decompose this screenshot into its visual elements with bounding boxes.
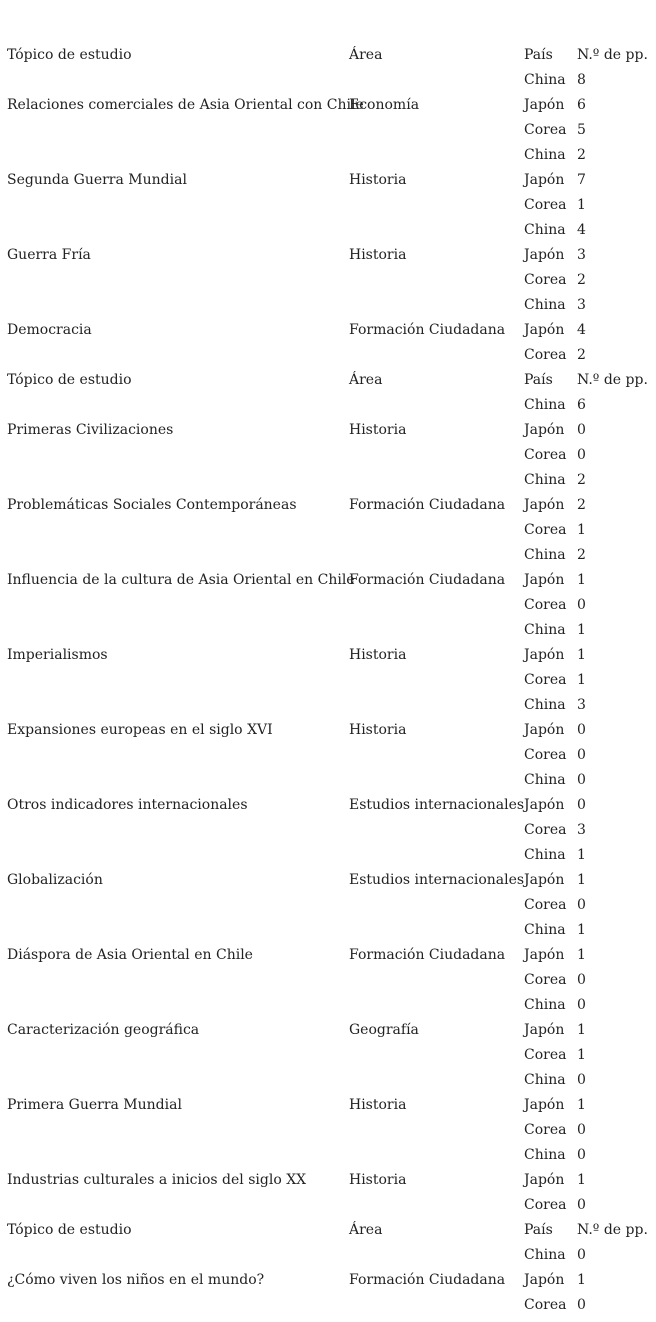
table-row	[0, 143, 656, 168]
pages-cell: 1	[577, 197, 586, 213]
country-cell: Corea	[524, 672, 567, 688]
country-cell: Japón	[524, 1172, 565, 1188]
pages-cell: 2	[577, 547, 586, 563]
topic-cell: Globalización	[7, 872, 103, 888]
table-row	[0, 968, 656, 993]
pages-cell: 4	[577, 322, 586, 338]
table-row	[0, 1268, 656, 1293]
area-cell: Formación Ciudadana	[349, 1272, 506, 1288]
area-cell: Historia	[349, 422, 407, 438]
pages-cell: 4	[577, 222, 586, 238]
country-cell: Japón	[524, 422, 565, 438]
topic-cell: Guerra Fría	[7, 247, 91, 263]
country-cell: China	[524, 997, 566, 1013]
country-cell: Corea	[524, 522, 567, 538]
topic-cell: Segunda Guerra Mundial	[7, 172, 187, 188]
pages-cell: 1	[577, 647, 586, 663]
table-row	[0, 818, 656, 843]
country-cell: Corea	[524, 1122, 567, 1138]
pages-cell: 1	[577, 922, 586, 938]
country-cell: Japón	[524, 797, 565, 813]
area-cell: Historia	[349, 172, 407, 188]
country-cell: China	[524, 922, 566, 938]
pages-cell: 0	[577, 747, 586, 763]
table-row	[0, 443, 656, 468]
pages-cell: 0	[577, 1122, 586, 1138]
area-cell: Historia	[349, 647, 407, 663]
header-country: País	[524, 372, 553, 388]
table-row	[0, 593, 656, 618]
country-cell: Corea	[524, 1047, 567, 1063]
header-topic: Tópico de estudio	[7, 1222, 132, 1238]
country-cell: China	[524, 622, 566, 638]
table-row	[0, 718, 656, 743]
country-cell: Japón	[524, 497, 565, 513]
pages-cell: 5	[577, 122, 586, 138]
table-row	[0, 218, 656, 243]
pages-cell: 2	[577, 272, 586, 288]
table-row	[0, 843, 656, 868]
table-row	[0, 918, 656, 943]
country-cell: Corea	[524, 822, 567, 838]
country-cell: Japón	[524, 872, 565, 888]
country-cell: Corea	[524, 1297, 567, 1313]
country-cell: China	[524, 847, 566, 863]
table-row	[0, 1143, 656, 1168]
table-header-row	[0, 368, 656, 393]
country-cell: China	[524, 697, 566, 713]
country-cell: China	[524, 1147, 566, 1163]
topic-cell: Primera Guerra Mundial	[7, 1097, 182, 1113]
country-cell: Japón	[524, 97, 565, 113]
country-cell: Corea	[524, 972, 567, 988]
topic-cell: ¿Cómo viven los niños en el mundo?	[7, 1272, 265, 1288]
table-row	[0, 318, 656, 343]
area-cell: Estudios internacionales	[349, 872, 525, 888]
topic-cell: Problemáticas Sociales Contemporáneas	[7, 497, 297, 513]
pages-cell: 3	[577, 822, 586, 838]
pages-cell: 0	[577, 422, 586, 438]
table-row	[0, 568, 656, 593]
country-cell: China	[524, 772, 566, 788]
topic-cell: Expansiones europeas en el siglo XVI	[7, 722, 273, 738]
header-area: Área	[349, 47, 383, 63]
pages-cell: 2	[577, 147, 586, 163]
table-row	[0, 93, 656, 118]
table-row	[0, 618, 656, 643]
header-topic: Tópico de estudio	[7, 372, 132, 388]
pages-cell: 6	[577, 97, 586, 113]
table-row	[0, 168, 656, 193]
pages-cell: 0	[577, 797, 586, 813]
table-row	[0, 743, 656, 768]
country-cell: China	[524, 147, 566, 163]
topic-cell: Influencia de la cultura de Asia Oriental en Chile	[7, 572, 355, 588]
pages-cell: 0	[577, 1297, 586, 1313]
area-cell: Formación Ciudadana	[349, 572, 506, 588]
table-row	[0, 268, 656, 293]
table-row	[0, 893, 656, 918]
country-cell: Corea	[524, 272, 567, 288]
pages-cell: 6	[577, 397, 586, 413]
table-row	[0, 1043, 656, 1068]
pages-cell: 1	[577, 1047, 586, 1063]
pages-cell: 0	[577, 1247, 586, 1263]
pages-cell: 2	[577, 347, 586, 363]
country-cell: Japón	[524, 722, 565, 738]
topic-cell: Otros indicadores internacionales	[7, 797, 248, 813]
country-cell: Japón	[524, 247, 565, 263]
pages-cell: 1	[577, 1272, 586, 1288]
pages-cell: 0	[577, 597, 586, 613]
area-cell: Geografía	[349, 1022, 419, 1038]
area-cell: Formación Ciudadana	[349, 497, 506, 513]
header-pages: N.º de pp.	[577, 1222, 648, 1238]
pages-cell: 0	[577, 722, 586, 738]
table-row	[0, 118, 656, 143]
country-cell: China	[524, 547, 566, 563]
pages-cell: 7	[577, 172, 586, 188]
pages-cell: 3	[577, 297, 586, 313]
pages-cell: 0	[577, 1147, 586, 1163]
topics-table	[0, 43, 656, 1318]
country-cell: Japón	[524, 572, 565, 588]
country-cell: Corea	[524, 447, 567, 463]
pages-cell: 0	[577, 1072, 586, 1088]
table-row	[0, 1093, 656, 1118]
pages-cell: 1	[577, 1172, 586, 1188]
table-row	[0, 1018, 656, 1043]
pages-cell: 8	[577, 72, 586, 88]
area-cell: Economía	[349, 97, 420, 113]
table-row	[0, 468, 656, 493]
pages-cell: 1	[577, 872, 586, 888]
pages-cell: 1	[577, 622, 586, 638]
topic-cell: Diáspora de Asia Oriental en Chile	[7, 947, 253, 963]
table-row	[0, 993, 656, 1018]
area-cell: Historia	[349, 1097, 407, 1113]
country-cell: China	[524, 1072, 566, 1088]
country-cell: Corea	[524, 347, 567, 363]
country-cell: Japón	[524, 947, 565, 963]
table-row	[0, 393, 656, 418]
table-row	[0, 1068, 656, 1093]
country-cell: Japón	[524, 1272, 565, 1288]
table-row	[0, 643, 656, 668]
country-cell: Corea	[524, 597, 567, 613]
pages-cell: 1	[577, 847, 586, 863]
table-header-row	[0, 43, 656, 68]
header-area: Área	[349, 1222, 383, 1238]
country-cell: Japón	[524, 647, 565, 663]
country-cell: Corea	[524, 122, 567, 138]
country-cell: China	[524, 1247, 566, 1263]
table-row	[0, 193, 656, 218]
country-cell: Japón	[524, 1097, 565, 1113]
topic-cell: Relaciones comerciales de Asia Oriental con Chile	[7, 97, 364, 113]
pages-cell: 0	[577, 997, 586, 1013]
area-cell: Historia	[349, 1172, 407, 1188]
table-row	[0, 693, 656, 718]
table-row	[0, 1168, 656, 1193]
country-cell: Corea	[524, 197, 567, 213]
pages-cell: 1	[577, 522, 586, 538]
table-row	[0, 1118, 656, 1143]
area-cell: Historia	[349, 247, 407, 263]
pages-cell: 0	[577, 897, 586, 913]
country-cell: China	[524, 222, 566, 238]
country-cell: China	[524, 397, 566, 413]
pages-cell: 0	[577, 972, 586, 988]
table-row	[0, 1243, 656, 1268]
table-row	[0, 868, 656, 893]
header-pages: N.º de pp.	[577, 47, 648, 63]
table-row	[0, 943, 656, 968]
table-row	[0, 343, 656, 368]
pages-cell: 3	[577, 697, 586, 713]
topic-cell: Imperialismos	[7, 647, 108, 663]
pages-cell: 2	[577, 497, 586, 513]
header-topic: Tópico de estudio	[7, 47, 132, 63]
country-cell: Corea	[524, 1197, 567, 1213]
country-cell: Japón	[524, 1022, 565, 1038]
topic-cell: Industrias culturales a inicios del siglo XX	[7, 1172, 307, 1188]
pages-cell: 1	[577, 1097, 586, 1113]
table-row	[0, 543, 656, 568]
table-header-row	[0, 1218, 656, 1243]
table-row	[0, 518, 656, 543]
topic-cell: Caracterización geográfica	[7, 1022, 200, 1038]
table-row	[0, 1293, 656, 1318]
table-row	[0, 243, 656, 268]
area-cell: Formación Ciudadana	[349, 322, 506, 338]
country-cell: China	[524, 72, 566, 88]
table-row	[0, 68, 656, 93]
pages-cell: 0	[577, 447, 586, 463]
country-cell: Corea	[524, 897, 567, 913]
country-cell: Japón	[524, 322, 565, 338]
pages-cell: 3	[577, 247, 586, 263]
pages-cell: 1	[577, 572, 586, 588]
header-pages: N.º de pp.	[577, 372, 648, 388]
country-cell: China	[524, 297, 566, 313]
country-cell: Corea	[524, 747, 567, 763]
table-row	[0, 768, 656, 793]
pages-cell: 1	[577, 947, 586, 963]
table-row	[0, 1193, 656, 1218]
topic-cell: Primeras Civilizaciones	[7, 422, 174, 438]
pages-cell: 0	[577, 1197, 586, 1213]
header-country: País	[524, 47, 553, 63]
area-cell: Historia	[349, 722, 407, 738]
pages-cell: 1	[577, 1022, 586, 1038]
header-area: Área	[349, 372, 383, 388]
table-row	[0, 493, 656, 518]
table-row	[0, 793, 656, 818]
table-row	[0, 293, 656, 318]
country-cell: China	[524, 472, 566, 488]
pages-cell: 1	[577, 672, 586, 688]
area-cell: Estudios internacionales	[349, 797, 525, 813]
topic-cell: Democracia	[7, 322, 92, 338]
area-cell: Formación Ciudadana	[349, 947, 506, 963]
table-row	[0, 418, 656, 443]
table-row	[0, 668, 656, 693]
header-country: País	[524, 1222, 553, 1238]
country-cell: Japón	[524, 172, 565, 188]
pages-cell: 2	[577, 472, 586, 488]
pages-cell: 0	[577, 772, 586, 788]
